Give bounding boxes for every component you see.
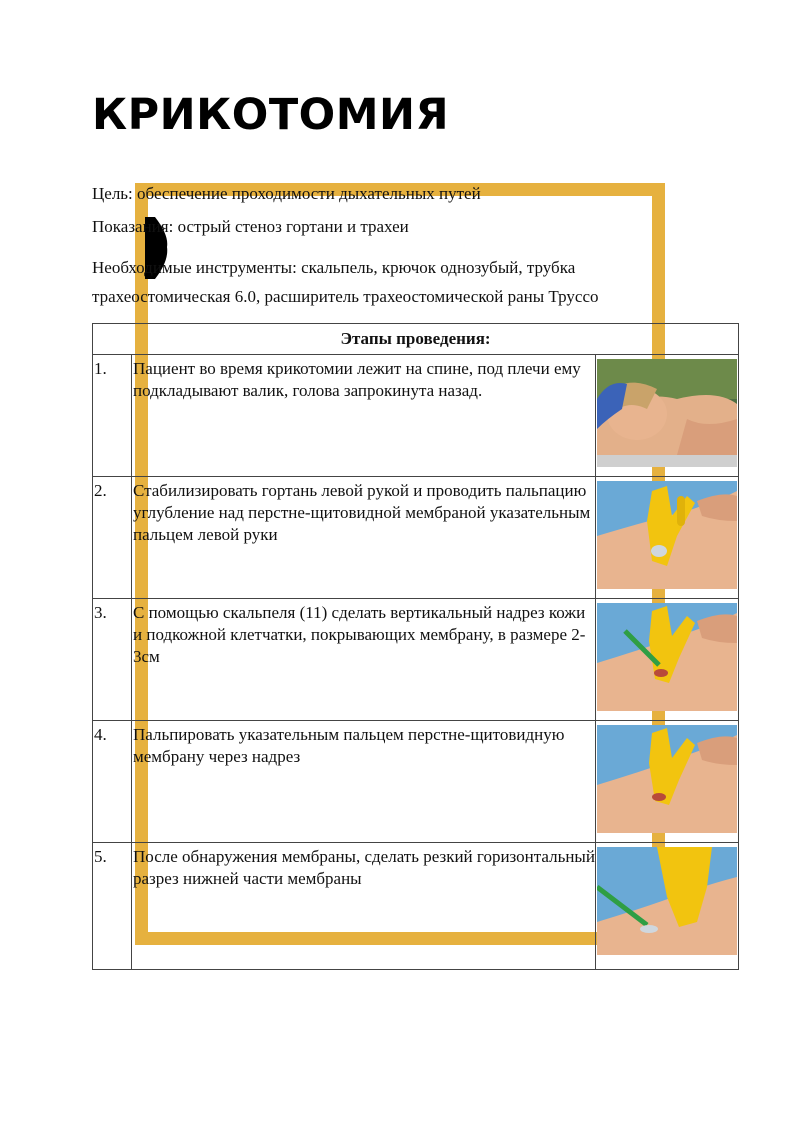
membrane-palpation-illustration	[597, 725, 737, 833]
step-text: Стабилизировать гортань левой рукой и проводить пальпацию углубление над перстне-щитовидной мембраной указательным пальцем левой руки	[133, 481, 591, 544]
indication-text: Показания: острый стеноз гортани и трахеи	[92, 217, 409, 236]
step-text: После обнаружения мембраны, сделать резкий горизонтальный разрез нижней части мембраны	[133, 847, 595, 888]
step-number: 1.	[94, 359, 107, 378]
step-number: 5.	[94, 847, 107, 866]
step-number: 4.	[94, 725, 107, 744]
steps-table	[92, 323, 738, 970]
page-title: КРИКОТОМИЯ	[92, 90, 450, 140]
table-row	[93, 721, 739, 843]
step-text: Пациент во время крикотомии лежит на спине, под плечи ему подкладывают валик, голова запрокинута назад.	[133, 359, 581, 400]
step-text: С помощью скальпеля (11) сделать вертикальный надрез кожи и подкожной клетчатки, покрывающих мембрану, в размере 2-3см	[133, 603, 586, 666]
table-row	[93, 599, 739, 721]
step-number: 2.	[94, 481, 107, 500]
patient-lying-photo	[597, 359, 737, 467]
table-header: Этапы проведения:	[93, 324, 739, 355]
step-text: Пальпировать указательным пальцем перстне-щитовидную мембрану через надрез	[133, 725, 565, 766]
table-row	[93, 355, 739, 477]
instruments-text: Необходимые инструменты: скальпель, крючок однозубый, трубка трахеостомическая 6.0, расширитель трахеостомической раны Труссо	[92, 258, 599, 306]
palpation-illustration	[597, 481, 737, 589]
horizontal-incision-illustration	[597, 847, 737, 955]
table-row	[93, 843, 739, 970]
step-number: 3.	[94, 603, 107, 622]
goal-text: Цель: обеспечение проходимости дыхательных путей	[92, 184, 481, 203]
vertical-incision-illustration	[597, 603, 737, 711]
table-row	[93, 477, 739, 599]
